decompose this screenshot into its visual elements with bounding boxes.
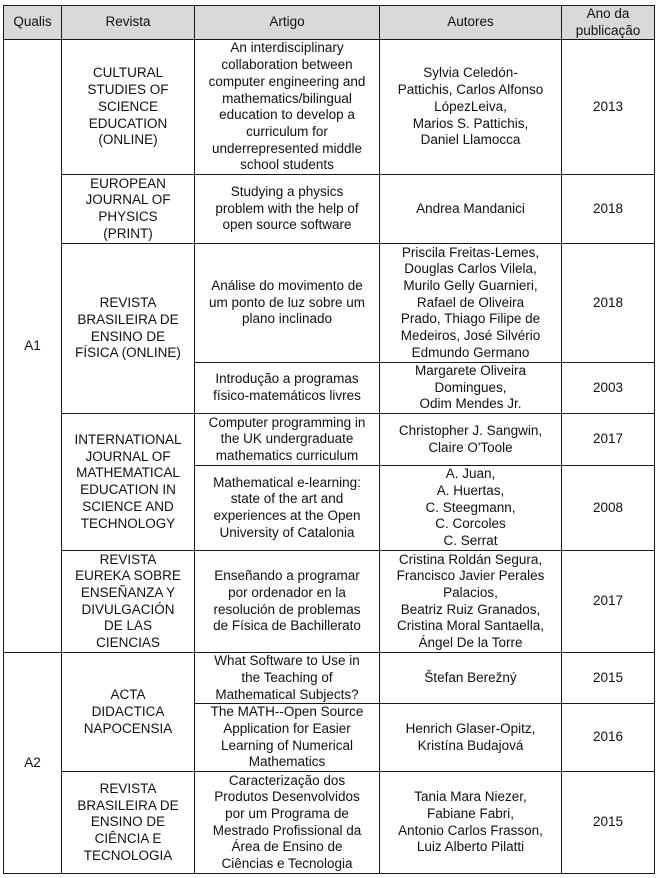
cell-line: What Software to Use in: [214, 653, 360, 669]
cell-line: Sylvia Celedón-: [423, 65, 518, 81]
cell-line: Application for Easier: [223, 721, 351, 737]
cell-line: Enseñando a programar: [214, 568, 360, 584]
cell-line: Mathematical e-learning:: [213, 474, 361, 490]
cell-line: school students: [240, 157, 334, 173]
autores-cell: [380, 244, 562, 363]
cell-line: REVISTA: [99, 295, 157, 311]
artigo-cell: [195, 414, 380, 466]
ano-cell: 2015: [562, 653, 655, 704]
table-row: [4, 40, 655, 175]
cell-line: The MATH--Open Source: [210, 704, 364, 720]
cell-line: Computer programming in: [208, 414, 366, 430]
cell-line: Ciências e Tecnologia: [221, 856, 353, 872]
cell-line: problem with the help of: [215, 200, 359, 216]
cell-line: Luiz Alberto Pilatti: [416, 839, 525, 855]
cell-line: computer engineering and: [208, 73, 366, 89]
cell-line: Štefan Berežný: [424, 669, 517, 685]
cell-line: Priscila Freitas-Lemes,: [401, 244, 540, 260]
cell-line: FÍSICA (ONLINE): [75, 345, 181, 361]
header-artigo: Artigo: [195, 6, 380, 40]
cell-line: REVISTA: [99, 551, 157, 567]
table-row: [4, 244, 655, 363]
artigo-cell: [195, 40, 380, 175]
revista-cell: [62, 175, 195, 244]
cell-line: A. Juan,: [445, 466, 496, 482]
autores-cell: [380, 772, 562, 874]
cell-line: Cristina Roldán Segura,: [398, 551, 543, 567]
cell-line: EUROPEAN: [90, 175, 166, 191]
cell-line: resolución de problemas: [213, 601, 361, 617]
cell-line: CIENCIAS: [96, 635, 160, 651]
cell-line: BRASILEIRA DE: [77, 311, 179, 327]
cell-line: Edmundo Germano: [411, 344, 530, 360]
cell-line: DIVULGACIÓN: [81, 601, 175, 617]
cell-line: de Física de Bachillerato: [213, 618, 361, 634]
cell-line: the UK undergraduate: [220, 431, 354, 447]
cell-line: C. Corcoles: [435, 516, 506, 532]
qualis-cell: A2: [4, 653, 62, 874]
autores-cell: [380, 466, 562, 551]
cell-line: Mathematical Subjects?: [215, 686, 359, 702]
cell-line: TECNOLOGIA: [83, 847, 173, 863]
cell-line: the Teaching of: [241, 669, 333, 685]
cell-line: experiences at the Open: [213, 508, 361, 524]
cell-line: Murilo Gelly Guarnieri,: [403, 277, 538, 293]
cell-line: ENSINO DE: [90, 328, 166, 344]
cell-line: LópezLeiva,: [434, 98, 507, 114]
cell-line: Rafael de Oliveira: [416, 294, 525, 310]
cell-line: Studying a physics: [230, 183, 344, 199]
header-ano-line2: publicação: [575, 22, 641, 38]
ano-cell: 2017: [562, 551, 655, 653]
cell-line: Prado, Thiago Filipe de: [400, 311, 541, 327]
autores-cell: [380, 653, 562, 704]
cell-line: Antonio Carlos Frasson,: [398, 822, 543, 838]
artigo-cell: [195, 175, 380, 244]
cell-line: C. Serrat: [443, 533, 498, 549]
cell-line: CULTURAL: [92, 65, 164, 81]
header-qualis: Qualis: [4, 6, 62, 40]
cell-line: open source software: [222, 217, 352, 233]
cell-line: Fabiane Fabri,: [426, 806, 515, 822]
cell-line: Introdução a programas: [215, 371, 359, 387]
cell-line: Odim Mendes Jr.: [419, 396, 522, 412]
header-autores: Autores: [380, 6, 562, 40]
cell-line: Daniel Llamocca: [420, 132, 521, 148]
ano-cell: 2008: [562, 466, 655, 551]
artigo-cell: [195, 363, 380, 414]
cell-line: JOURNAL OF: [85, 192, 171, 208]
cell-line: (ONLINE): [98, 132, 158, 148]
cell-line: collaboration between: [221, 57, 353, 73]
artigo-cell: [195, 704, 380, 772]
cell-line: education to develop a: [219, 107, 355, 123]
revista-cell: [62, 414, 195, 551]
header-ano: [562, 6, 655, 40]
cell-line: Douglas Carlos Vilela,: [404, 261, 537, 277]
cell-line: Domingues,: [434, 379, 507, 395]
autores-cell: [380, 551, 562, 653]
cell-line: Beatriz Ruiz Granados,: [400, 601, 541, 617]
artigo-cell: [195, 244, 380, 363]
cell-line: (PRINT): [103, 225, 153, 241]
ano-cell: 2003: [562, 363, 655, 414]
revista-cell: [62, 653, 195, 772]
artigo-cell: [195, 466, 380, 551]
cell-line: Francisco Javier Perales: [396, 568, 545, 584]
cell-line: SCIENCE AND: [82, 498, 174, 514]
publications-table: [3, 5, 655, 874]
cell-line: Mathematics: [248, 754, 326, 770]
cell-line: ENSINO DE: [90, 814, 166, 830]
autores-cell: [380, 175, 562, 244]
cell-line: ENSEÑANZA Y: [80, 584, 176, 600]
cell-line: INTERNATIONAL: [74, 432, 182, 448]
cell-line: EDUCATION IN: [80, 482, 176, 498]
cell-line: Andrea Mandanici: [416, 200, 525, 216]
cell-line: SCIENCE: [97, 98, 158, 114]
cell-line: Ángel De la Torre: [418, 635, 523, 651]
cell-line: plano inclinado: [241, 311, 333, 327]
cell-line: Área de Ensino de: [231, 839, 343, 855]
cell-line: mathematics/bilingual: [222, 90, 352, 106]
autores-cell: [380, 363, 562, 414]
header-ano-line1: Ano da: [586, 6, 630, 21]
cell-line: Mestrado Profissional da: [212, 822, 362, 838]
cell-line: University of Catalonia: [219, 524, 355, 540]
revista-cell: [62, 772, 195, 874]
ano-cell: 2018: [562, 244, 655, 363]
autores-cell: [380, 414, 562, 466]
revista-cell: [62, 551, 195, 653]
ano-cell: 2015: [562, 772, 655, 874]
cell-line: MATHEMATICAL: [76, 465, 180, 481]
cell-line: C. Steegmann,: [425, 499, 516, 515]
cell-line: NAPOCENSIA: [83, 720, 173, 736]
cell-line: Learning of Numerical: [220, 737, 354, 753]
cell-line: TECHNOLOGY: [80, 515, 176, 531]
cell-line: Marios S. Pattichis,: [412, 115, 529, 131]
cell-line: REVISTA: [99, 780, 157, 796]
revista-cell: [62, 244, 195, 414]
cell-line: Tania Mara Niezer,: [414, 789, 527, 805]
table-row: [4, 653, 655, 704]
table-row: [4, 772, 655, 874]
header-revista: Revista: [62, 6, 195, 40]
cell-line: Christopher J. Sangwin,: [398, 422, 543, 438]
cell-line: state of the art and: [230, 491, 344, 507]
ano-cell: 2013: [562, 40, 655, 175]
autores-cell: [380, 704, 562, 772]
cell-line: físico-matemáticos livres: [213, 388, 361, 404]
artigo-cell: [195, 551, 380, 653]
ano-cell: 2017: [562, 414, 655, 466]
cell-line: EDUCATION: [88, 115, 168, 131]
cell-line: Kristína Budajová: [417, 737, 524, 753]
cell-line: JOURNAL OF: [85, 448, 171, 464]
cell-line: Palacios,: [443, 584, 498, 600]
cell-line: An interdisciplinary: [230, 40, 344, 56]
cell-line: curriculum for: [246, 123, 328, 139]
cell-line: underrepresented middle: [211, 140, 363, 156]
cell-line: Medeiros, José Silvério: [400, 328, 541, 344]
cell-line: Produtos Desenvolvidos: [214, 789, 360, 805]
cell-line: Caracterização dos: [228, 772, 346, 788]
cell-line: A. Huertas,: [436, 483, 505, 499]
table-row: [4, 175, 655, 244]
cell-line: DE LAS: [103, 618, 153, 634]
cell-line: ACTA: [110, 687, 146, 703]
cell-line: CIÊNCIA E: [94, 831, 162, 847]
artigo-cell: [195, 653, 380, 704]
ano-cell: 2016: [562, 704, 655, 772]
cell-line: um ponto de luz sobre um: [208, 294, 366, 310]
cell-line: Henrich Glaser-Opitz,: [405, 721, 536, 737]
cell-line: Pattichis, Carlos Alfonso: [397, 82, 544, 98]
cell-line: EUREKA SOBRE: [75, 568, 181, 584]
cell-line: BRASILEIRA DE: [77, 797, 179, 813]
cell-line: STUDIES OF: [87, 82, 169, 98]
cell-line: Análise do movimento de: [211, 277, 363, 293]
cell-line: PHYSICS: [98, 209, 158, 225]
cell-line: mathematics curriculum: [215, 447, 359, 463]
table-header-row: [4, 6, 655, 40]
cell-line: por ordenador en la: [228, 584, 346, 600]
table-row: [4, 414, 655, 466]
table-row: [4, 551, 655, 653]
artigo-cell: [195, 772, 380, 874]
revista-cell: [62, 40, 195, 175]
cell-line: Margarete Oliveira: [414, 363, 527, 379]
qualis-cell: A1: [4, 40, 62, 653]
cell-line: Claire O'Toole: [428, 439, 513, 455]
ano-cell: 2018: [562, 175, 655, 244]
cell-line: Cristina Moral Santaella,: [396, 618, 545, 634]
autores-cell: [380, 40, 562, 175]
cell-line: por um Programa de: [225, 806, 349, 822]
cell-line: DIDACTICA: [91, 703, 165, 719]
